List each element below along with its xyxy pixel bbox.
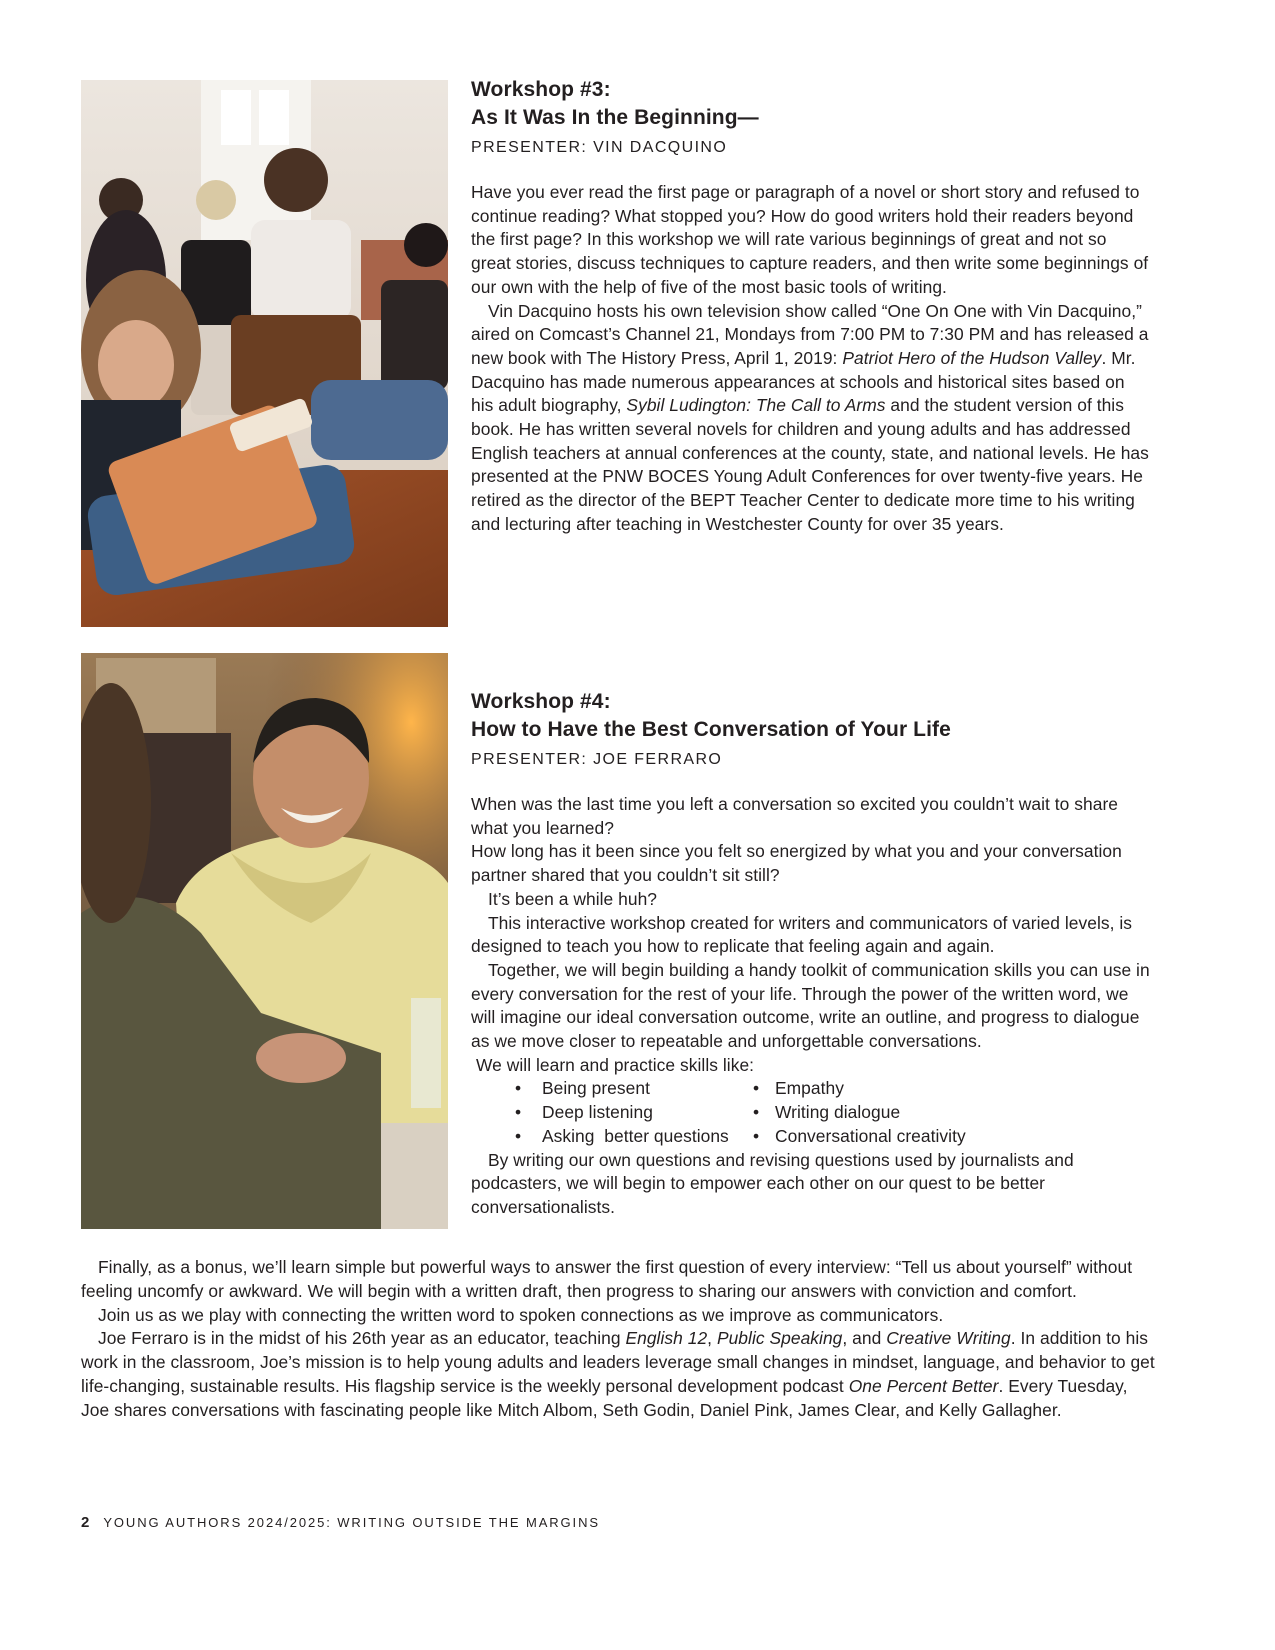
skill-item: • Conversational creativity bbox=[753, 1125, 1053, 1149]
podcast-title: One Percent Better bbox=[848, 1375, 999, 1396]
skills-list bbox=[515, 1077, 1151, 1148]
bio-text: , and bbox=[842, 1328, 887, 1349]
workshop-3-section bbox=[471, 76, 1151, 537]
paragraph: This interactive workshop created for writers and communicators of varied levels, is designed to teach you how to replicate that feeling again and again. bbox=[471, 912, 1133, 957]
skill-label: Asking better questions bbox=[542, 1125, 729, 1146]
skill-label: Empathy bbox=[775, 1078, 844, 1099]
workshop-4-bio bbox=[81, 1327, 1156, 1422]
question-1: When was the last time you left a conversation so excited you couldn’t wait to share what you learned? bbox=[471, 794, 1119, 838]
workshop-4-section bbox=[471, 688, 1151, 1220]
skill-label: Being present bbox=[542, 1078, 650, 1099]
publication-title: YOUNG AUTHORS 2024/2025: WRITING OUTSIDE THE MARGINS bbox=[103, 1515, 600, 1530]
page-number: 2 bbox=[81, 1514, 90, 1531]
workshop-3-presenter: PRESENTER: VIN DACQUINO bbox=[471, 139, 728, 156]
bio-text: , bbox=[707, 1328, 717, 1349]
paragraph: Together, we will begin building a handy toolkit of communication skills you can use in every conversation for the rest of your life. Through the power of the written word, we will imagine our ideal conversation outcome, write an outline, and progress to dialogue as we move closer to repeatable and unforgettable conversations. bbox=[471, 959, 1150, 1052]
skills-intro: We will learn and practice skills like: bbox=[476, 1054, 755, 1075]
bio-text: . In addition to his work in the classroom, Joe’s mission is to help young adults and leaders leverage small changes in mindset, language, and behavior to get life-changing, sustainable results. His flagship service is the weekly personal development podcast bbox=[81, 1328, 1155, 1396]
bio-text: . Every Tuesday, Joe shares conversations with fascinating people like Mitch Albom, Seth Godin, Daniel Pink, James Clear, and Kelly Gallagher. bbox=[81, 1375, 1128, 1420]
paragraph: Finally, as a bonus, we’ll learn simple but powerful ways to answer the first question of every interview: “Tell us about yourself” without feeling uncomfy or awkward. We will begin with a written draft, then progress to sharing our answers with conviction and comfort. bbox=[81, 1257, 1133, 1301]
paragraph: By writing our own questions and revising questions used by journalists and podcasters, we will begin to empower each other on our quest to be better conversationalists. bbox=[471, 1149, 1074, 1217]
photo-students-reading bbox=[81, 80, 448, 627]
paragraph: It’s been a while huh? bbox=[488, 888, 658, 909]
workshop-4-continuation bbox=[81, 1256, 1156, 1423]
skill-item: • Being present bbox=[515, 1077, 753, 1101]
workshop-3-bio bbox=[471, 300, 1151, 537]
workshop-3-description: Have you ever read the first page or paragraph of a novel or short story and refused to continue reading? What stopped you? How do good writers hold their readers beyond the first page? In this workshop we will rate various beginnings of great and not so great stories, discuss techniques to capture readers, and then write some beginnings of our own with the help of five of the most basic tools of writing. bbox=[471, 182, 1149, 297]
course-title: Public Speaking bbox=[716, 1328, 843, 1349]
page-footer bbox=[81, 1514, 600, 1531]
course-title: English 12 bbox=[625, 1328, 708, 1349]
book-title: Patriot Hero of the Hudson Valley bbox=[842, 347, 1102, 368]
workshop-4-presenter: PRESENTER: JOE FERRARO bbox=[471, 751, 723, 768]
bio-text: . Mr. Dacquino has made numerous appearances at schools and historical sites based on his adult biography, bbox=[471, 347, 1136, 416]
book-title: Sybil Ludington: The Call to Arms bbox=[626, 395, 886, 416]
question-2: How long has it been since you felt so energized by what you and your conversation partner shared that you couldn’t sit still? bbox=[471, 841, 1122, 886]
skill-item: • Empathy bbox=[753, 1077, 1053, 1101]
skill-label: Conversational creativity bbox=[775, 1125, 966, 1146]
bio-text: is in the midst of his 26th year as an educator, teaching bbox=[188, 1328, 626, 1349]
photo-teen-conversation bbox=[81, 653, 448, 1229]
skill-item: • Asking better questions bbox=[515, 1125, 753, 1149]
presenter-name: Joe Ferraro bbox=[98, 1328, 189, 1349]
skill-item: • Writing dialogue bbox=[753, 1101, 1053, 1125]
bio-text: hosts his own television show called “One On One with Vin Dacquino,” aired on Comcast’s Channel 21, Mondays from 7:00 PM to 7:30 PM and has released a new book with The History Press, April 1, 2019: bbox=[471, 300, 1149, 368]
skill-label: Deep listening bbox=[542, 1102, 653, 1123]
paragraph: Join us as we play with connecting the written word to spoken connections as we improve as communicators. bbox=[98, 1304, 944, 1325]
presenter-name: Vin Dacquino bbox=[488, 300, 592, 321]
workshop-3-title: As It Was In the Beginning— bbox=[471, 106, 759, 129]
course-title: Creative Writing bbox=[886, 1328, 1011, 1349]
workshop-4-number: Workshop #4: bbox=[471, 690, 611, 713]
workshop-3-number: Workshop #3: bbox=[471, 78, 611, 101]
bio-text: and the student version of this book. He has written several novels for children and young adults and has addressed English teachers at annual conferences at the county, state, and national levels. He has presented at the PNW BOCES Young Adult Conferences for over twenty-five years. He retired as the director of the BEPT Teacher Center to dedicate more time to his writing and lecturing after teaching in Westchester County for over 35 years. bbox=[471, 395, 1149, 534]
skill-item: • Deep listening bbox=[515, 1101, 753, 1125]
skill-label: Writing dialogue bbox=[775, 1102, 901, 1123]
workshop-4-title: How to Have the Best Conversation of Your Life bbox=[471, 718, 951, 741]
